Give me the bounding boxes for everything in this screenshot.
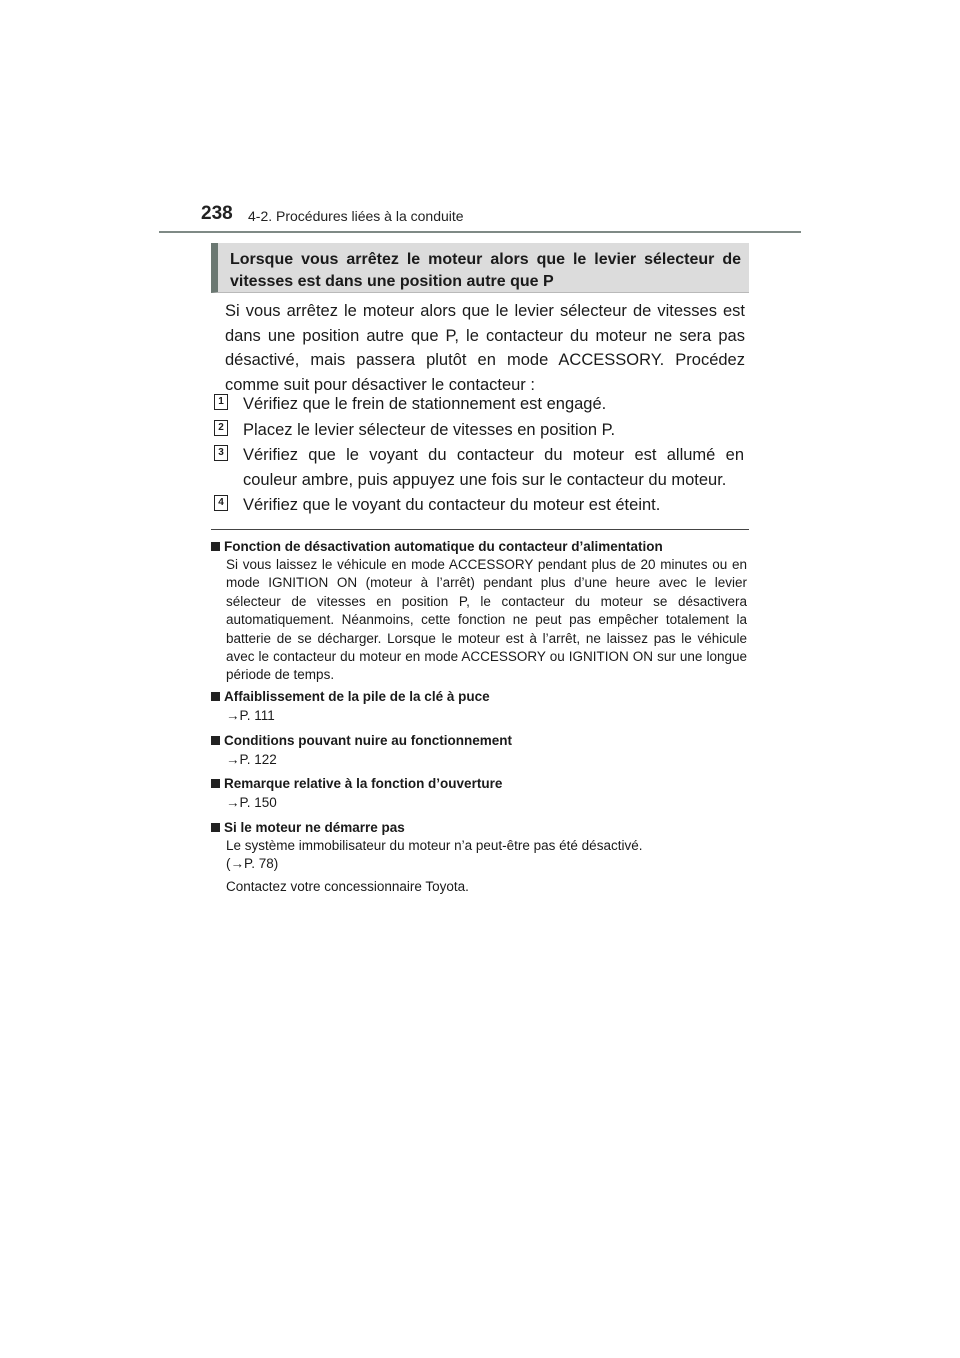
section-title: Lorsque vous arrêtez le moteur alors que le levier sélecteur de vitesses est dans une position autre que P: [230, 251, 741, 290]
page-reference-link[interactable]: (→P. 78): [226, 856, 279, 872]
note-heading: [211, 819, 747, 837]
page-reference-link[interactable]: →P. 111: [226, 708, 275, 723]
note-title: Affaiblissement de la pile de la clé à puce: [224, 689, 490, 704]
note-heading: [211, 538, 747, 556]
step-number: 1: [214, 394, 228, 410]
header-rule: [159, 231, 801, 233]
page-number: 238: [201, 203, 233, 224]
note-block: [211, 538, 747, 685]
square-bullet-icon: [211, 823, 220, 832]
note-heading: [211, 775, 747, 793]
step-text: Vérifiez que le voyant du contacteur du moteur est éteint.: [243, 496, 661, 514]
step-text: Vérifiez que le frein de stationnement est engagé.: [243, 395, 607, 413]
chapter-title: 4-2. Procédures liées à la conduite: [248, 208, 464, 224]
note-body-extra: Contactez votre concessionnaire Toyota.: [226, 878, 469, 894]
square-bullet-icon: [211, 779, 220, 788]
page-reference-link[interactable]: →P. 150: [226, 795, 277, 810]
section-heading-box: [211, 243, 749, 293]
page-reference-link[interactable]: →P. 122: [226, 752, 277, 767]
step-number: 4: [214, 495, 228, 511]
note-body: Le système immobilisateur du moteur n’a peut-être pas été désactivé.: [226, 838, 643, 853]
note-block: [211, 688, 747, 726]
step-number: 2: [214, 420, 228, 436]
square-bullet-icon: [211, 736, 220, 745]
note-body: Si vous laissez le véhicule en mode ACCESSORY pendant plus de 20 minutes ou en mode IGNITION ON (moteur à l’arrêt) pendant plus d’une heure avec le levier sélecteur de vitesses en position P, le contacteur du moteur se désactivera automatiquement. Néanmoins, cette fonction ne peut pas empêcher totalement la batterie de se décharger. Lorsque le moteur est à l’arrêt, ne laissez pas le véhicule avec le contacteur du moteur en mode ACCESSORY ou IGNITION ON sur une longue période de temps.: [226, 557, 747, 683]
section-intro: Si vous arrêtez le moteur alors que le levier sélecteur de vitesses est dans une position autre que P, le contacteur du moteur ne sera pas désactivé, mais passera plutôt en mode ACCESSORY. Procédez comme suit pour désactiver le contacteur :: [225, 302, 745, 394]
note-title: Remarque relative à la fonction d’ouverture: [224, 776, 503, 791]
step-text: Vérifiez que le voyant du contacteur du moteur est allumé en couleur ambre, puis appuyez une fois sur le contacteur du moteur.: [243, 446, 744, 489]
note-block: [211, 819, 747, 896]
note-title: Si le moteur ne démarre pas: [224, 820, 405, 835]
step-number: 3: [214, 445, 228, 461]
note-heading: [211, 688, 747, 706]
note-title: Conditions pouvant nuire au fonctionnement: [224, 733, 512, 748]
note-block: [211, 732, 747, 770]
step-text: Placez le levier sélecteur de vitesses en position P.: [243, 421, 616, 439]
note-heading: [211, 732, 747, 750]
note-block: [211, 775, 747, 813]
note-title: Fonction de désactivation automatique du contacteur d’alimentation: [224, 539, 663, 554]
square-bullet-icon: [211, 692, 220, 701]
section-divider: [211, 529, 749, 530]
square-bullet-icon: [211, 542, 220, 551]
